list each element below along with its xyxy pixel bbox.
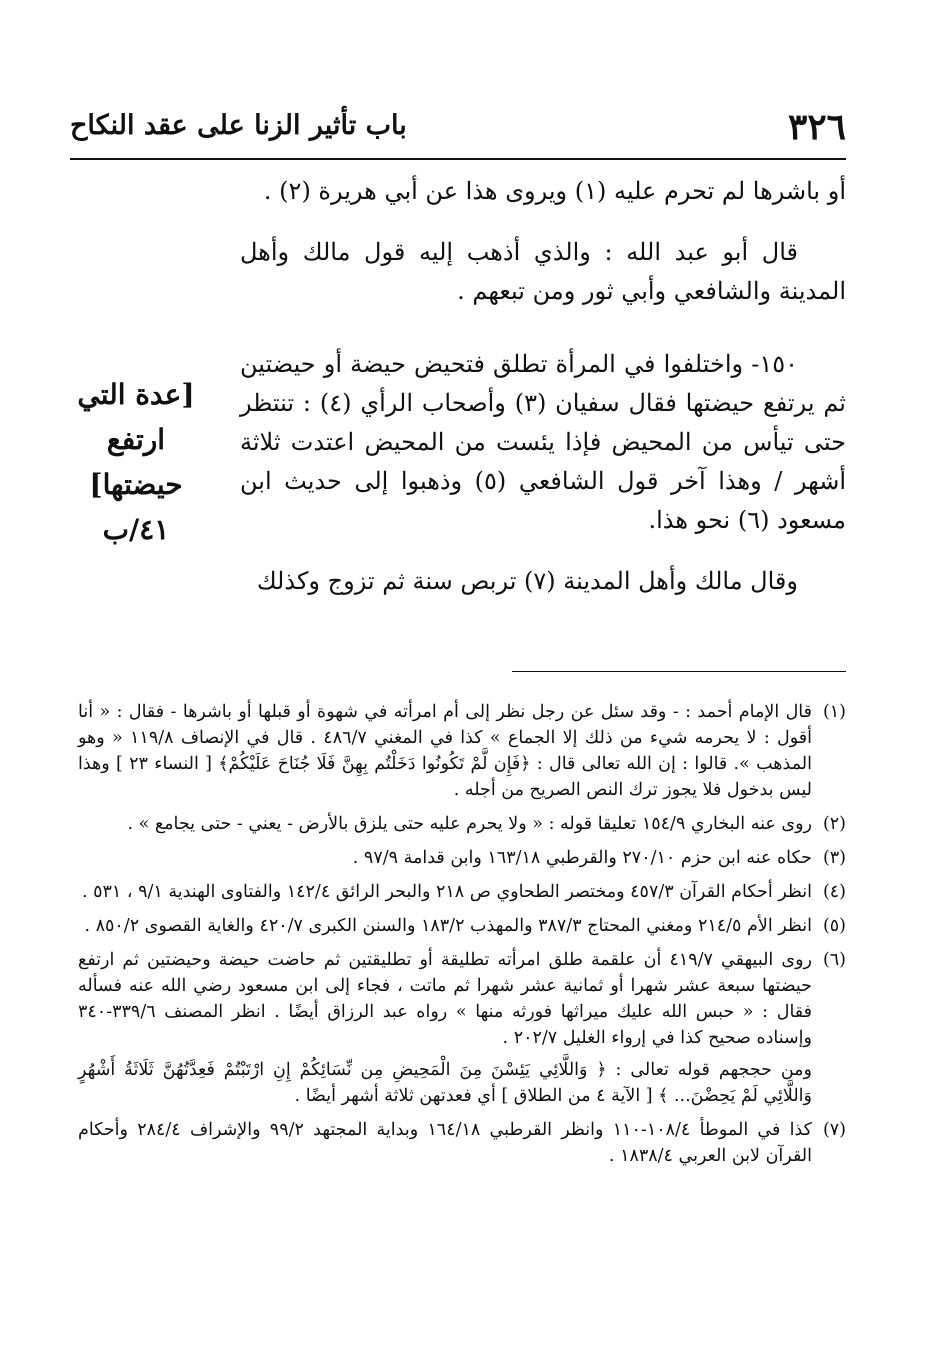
footnote-number: (١) <box>822 702 846 722</box>
footnote-text: ومن حججهم قوله تعالى : ﴿ وَاللَّائِي يَئِسْنَ مِنَ الْمَحِيضِ مِن نِّسَائِكُمْ إِنِ ارْتَبْتُمْ فَعِدَّتُهُنَّ ثَلَاثَةُ أَشْهُرٍ وَاللَّائِي لَمْ يَحِضْنَ... ﴾ [ الآية ٤ من الطلاق ] أي فعدتهن ثلاثة أشهر أيضًا . <box>78 1060 812 1106</box>
footnote-text: انظر أحكام القرآن ٤٥٧/٣ ومختصر الطحاوي ص ٢١٨ والبحر الرائق ١٤٢/٤ والفتاوى الهندية ٩/١ ، ٥٣١ . <box>81 882 812 902</box>
header-rule <box>70 158 846 160</box>
main-paragraph: وقال مالك وأهل المدينة (٧) تربص سنة ثم تزوج وكذلك <box>256 567 798 595</box>
footnote-number: (٢) <box>822 814 846 834</box>
footnote-text: كذا في الموطأ ١٠٨/٤-١١٠ وانظر القرطبي ١٦٤/١٨ وبداية المجتهد ٩٩/٢ والإشراف ٢٨٤/٤ وأحكام القرآن لابن العربي ١٨٣٨/٤ . <box>78 1120 812 1166</box>
footnote-number: (٧) <box>822 1120 846 1140</box>
margin-note-line: [عدة التي <box>77 378 195 411</box>
footnote-number: (٥) <box>822 916 846 936</box>
running-title: باب تأثير الزنا على عقد النكاح <box>70 110 407 141</box>
footnote <box>78 947 846 1109</box>
footnote-number: (٤) <box>822 882 846 902</box>
footnote <box>78 1117 846 1169</box>
footnotes <box>78 699 846 1177</box>
footnote-text: قال الإمام أحمد : - وقد سئل عن رجل نظر إلى أم امرأته في شهوة أو قبلها أو باشرها - فقال : « أنا أقول : لا يحرمه شيء من ذلك إلا الجماع » كذا في المغني ٤٨٦/٧ . قال في الإنصاف ١١٩/٨ « وهو المذهب ». قالوا : إن الله تعالى قال : ﴿فَإِن لَّمْ تَكُونُوا دَخَلْتُم بِهِنَّ فَلَا جُنَاحَ عَلَيْكُمْ﴾ [ النساء ٢٣ ] وهذا ليس بدخول فلا يجوز ترك النص الصريح من أجله . <box>78 702 813 800</box>
footnote-text: روى البيهقي ٤١٩/٧ أن علقمة طلق امرأته تطليقة أو تطليقتين ثم حاضت حيضة وحيضتين ثم ارتفع حيضتها سبعة عشر شهرا أو ثمانية عشر شهرا ثم ماتت ، فجاء إلى ابن مسعود رضي الله عنه فسأله فقال : « حبس الله عليك ميراثها فورثه منها » رواه عبد الرزاق أيضًا . انظر المصنف ٣٣٩/٦-٣٤٠ وإسناده صحيح كذا في إرواء الغليل ٢٠٢/٧ . <box>78 950 812 1048</box>
footnote <box>78 845 846 871</box>
main-paragraph: أو باشرها لم تحرم عليه (١) ويروى هذا عن أبي هريرة (٢) . <box>263 177 846 205</box>
page-header <box>70 96 846 156</box>
footnote <box>78 913 846 939</box>
footnote <box>78 811 846 837</box>
footnote <box>78 699 846 803</box>
margin-note <box>66 372 206 552</box>
footnote-text: انظر الأم ٢١٤/٥ ومغني المحتاج ٣٨٧/٣ والمهذب ١٨٣/٢ والسنن الكبرى ٤٢٠/٧ والغاية القصوى ٨٥٠/٢ . <box>84 916 812 936</box>
margin-note-line: ارتفع <box>106 423 166 456</box>
footnote-number: (٦) <box>822 950 846 970</box>
footnote-number: (٣) <box>822 848 846 868</box>
main-paragraph: ١٥٠- واختلفوا في المرأة تطلق فتحيض حيضة أو حيضتين ثم يرتفع حيضتها فقال سفيان (٣) وأصحاب الرأي (٤) : تنتظر حتى تيأس من المحيض فإذا يئست من المحيض اعتدت ثلاثة أشهر / وهذا آخر قول الشافعي (٥) وذهبوا إلى حديث ابن مسعود (٦) نحو هذا. <box>240 350 846 534</box>
page-number: ٣٢٦ <box>787 106 846 148</box>
main-text <box>240 172 846 601</box>
manuscript-folio-ref: ٤١/ب <box>102 513 170 546</box>
footnote-text: حكاه عنه ابن حزم ٢٧٠/١٠ والقرطبي ١٦٣/١٨ وابن قدامة ٩٧/٩ . <box>352 848 812 868</box>
footnote-text: روى عنه البخاري ١٥٤/٩ تعليقا قوله : « ولا يحرم عليه حتى يلزق بالأرض - يعني - حتى يجامع » . <box>127 814 812 834</box>
margin-note-line: حيضتها] <box>89 468 183 501</box>
footnote-separator <box>512 671 846 672</box>
main-paragraph: قال أبو عبد الله : والذي أذهب إليه قول مالك وأهل المدينة والشافعي وأبي ثور ومن تبعهم . <box>240 238 846 305</box>
footnote <box>78 879 846 905</box>
